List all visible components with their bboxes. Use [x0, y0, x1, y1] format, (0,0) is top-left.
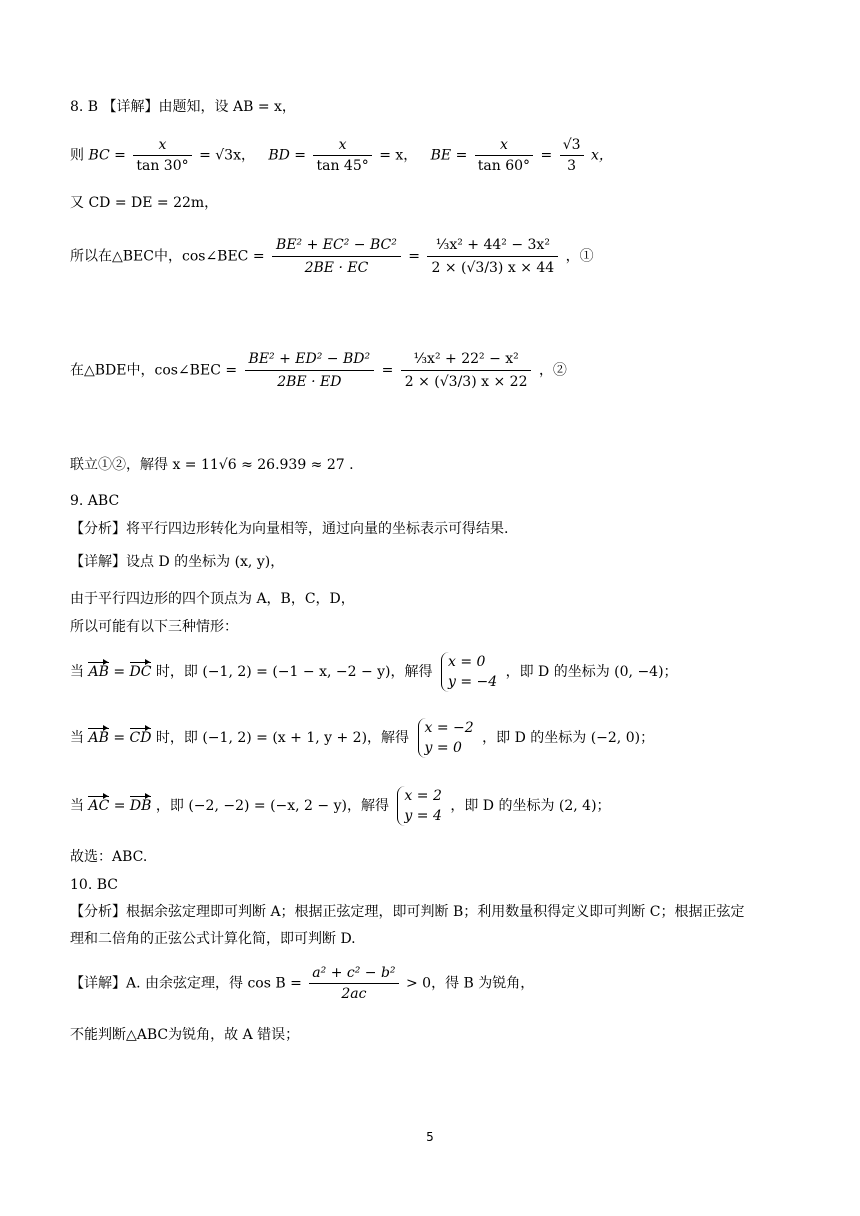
- q9-detail: 【详解】设点 D 的坐标为 (x, y)，: [70, 554, 285, 570]
- q8-l3-prefix: 所以在△BEC中，cos∠BEC =: [70, 248, 270, 265]
- q8-bd-num: x: [313, 138, 371, 156]
- q8-bd-rhs: = x，: [379, 147, 418, 164]
- q8-bc-num: x: [133, 138, 191, 156]
- q9-c3-system: [397, 786, 441, 826]
- q10-cos-den: 2ac: [341, 986, 367, 1002]
- q9-c3-text: ，即 (−2, −2) = (−x, 2 − y)，解得: [155, 798, 389, 814]
- q8-be-fraction: [475, 138, 533, 173]
- q9-c3-when: 当: [70, 798, 84, 814]
- q8-bd-fraction: [313, 138, 371, 173]
- q8-l4-tail: ，②: [538, 362, 567, 379]
- q9-analysis: 【分析】将平行四边形转化为向量相等，通过向量的坐标表示可得结果.: [70, 521, 509, 537]
- q9-c1-vector-dc: DC: [129, 664, 152, 680]
- q8-l4-frac2: [401, 352, 532, 389]
- q9-c1-text: 时，即 (−1, 2) = (−1 − x, −2 − y)，解得: [155, 664, 433, 680]
- q10-analysis-1: 【分析】根据余弦定理即可判断 A；根据正弦定理，即可判断 B；利用数量积得定义即可判断 C；根据正弦定: [70, 904, 745, 920]
- q10-cos-fraction: [309, 966, 398, 1001]
- q8-bc-den: tan 30°: [136, 158, 189, 174]
- q9-c2-system: [418, 718, 474, 758]
- q9-c1-eq1: x = 0: [447, 654, 486, 670]
- q9-line-vertices: 由于平行四边形的四个顶点为 A，B，C，D，: [70, 591, 355, 607]
- q8-bc-label: BC =: [88, 147, 131, 164]
- q9-c2-result: ，即 D 的坐标为 (−2, 0)；: [482, 730, 655, 746]
- q8-bc-fraction: [133, 138, 191, 173]
- q10-heading: 10. BC: [70, 877, 118, 893]
- q10-cos-num: a² + c² − b²: [309, 966, 398, 984]
- q8-line-cos-bec-1: 所以在△BEC中，cos∠BEC = $\frac{\text{BE² + EC² − BC²}}{2BE \cdot EC}$ = $\frac{\text{⅓x² + 44² − 3x²}}{2 \times (√3/3) x \times 44}$ ，①: [70, 237, 594, 276]
- q9-c2-eq2: y = 0: [424, 740, 462, 756]
- q9-c1-eq2: y = −4: [447, 674, 498, 690]
- q8-l4-den: 2BE · ED: [277, 374, 342, 390]
- q8-l4-prefix: 在△BDE中，cos∠BEC =: [70, 362, 242, 379]
- q9-c2-eq: =: [113, 730, 126, 746]
- q8-l4-den2: 2 × (√3/3) x × 22: [404, 374, 528, 390]
- q9-c3-result: ，即 D 的坐标为 (2, 4)；: [450, 798, 611, 814]
- q8-line-bc-bd-be: 则 BC = $\frac{x}{\tan 30^\circ}$ = √3x， BD = $\frac{x}{\tan 45^\circ}$ = x， BE = $\frac{x}{\tan 60^\circ}$ = $\frac{√3}{3}$ x，: [70, 137, 613, 174]
- q10-detail-tail: > 0，得 B 为锐角，: [406, 975, 535, 992]
- q8-l3-tail: ，①: [565, 248, 594, 265]
- q9-c2-text: 时，即 (−1, 2) = (x + 1, y + 2)，解得: [155, 730, 410, 746]
- q10-analysis-2: 理和二倍角的正弦公式计算化简，即可判断 D.: [70, 931, 356, 947]
- q9-c1-vector-ab: AB: [88, 664, 109, 680]
- q8-bd-label: BD =: [268, 147, 311, 164]
- q9-c3-vector-db: DB: [129, 798, 152, 814]
- q8-be-rhs-num: √3: [560, 138, 584, 156]
- q8-l3-frac1: [272, 238, 401, 275]
- q8-l3-num: BE² + EC² − BC²: [272, 238, 401, 257]
- q8-be-den: tan 60°: [477, 158, 531, 174]
- q9-c3-eq: =: [113, 798, 126, 814]
- q8-be-label: BE =: [430, 147, 472, 164]
- q8-be-rhs-fraction: [560, 138, 584, 173]
- q9-c1-eq: =: [113, 664, 126, 680]
- q9-c1-system: [441, 652, 497, 692]
- q9-c2-vector-ab: AB: [88, 730, 109, 746]
- q9-c2-vector-cd: CD: [129, 730, 152, 746]
- q8-line-cos-bec-2: 在△BDE中，cos∠BEC = $\frac{\text{BE² + ED² − BD²}}{2BE \cdot ED}$ = $\frac{\text{⅓x² + 22² − x²}}{2 \times (√3/3) x \times 22}$ ，②: [70, 351, 567, 390]
- q10-detail-prefix: 【详解】A. 由余弦定理，得 cos B =: [70, 975, 307, 992]
- q9-c3-vector-ac: AC: [88, 798, 110, 814]
- q9-heading: 9. ABC: [70, 493, 120, 509]
- q8-be-rhs-den: 3: [567, 158, 577, 174]
- q8-be-rhs-tail: x，: [590, 147, 613, 164]
- q8-l4-num2: ⅓x² + 22² − x²: [401, 352, 532, 371]
- q8-bc-rhs: = √3x，: [199, 147, 255, 164]
- q9-case-2: [70, 718, 654, 758]
- q9-c1-when: 当: [70, 664, 84, 680]
- q8-l4-frac1: [245, 352, 375, 389]
- q8-line-cd-de: 又 CD = DE = 22m，: [70, 195, 219, 211]
- q9-c3-eq1: x = 2: [404, 788, 442, 804]
- q9-case-3: [70, 786, 611, 826]
- q8-prefix: 则: [70, 147, 84, 164]
- q10-detail-a: [70, 966, 534, 1001]
- q9-answer: 故选：ABC.: [70, 849, 148, 865]
- q9-c2-eq1: x = −2: [424, 720, 474, 736]
- q8-heading: 8. B 【详解】由题知，设 AB = x，: [70, 99, 296, 115]
- q8-l3-num2: ⅓x² + 44² − 3x²: [427, 238, 558, 257]
- q9-case-1: [70, 652, 678, 692]
- q8-l4-num: BE² + ED² − BD²: [245, 352, 375, 371]
- q8-l3-frac2: [427, 238, 558, 275]
- q8-be-num: x: [475, 138, 533, 156]
- q9-c3-eq2: y = 4: [404, 808, 442, 824]
- q8-bd-den: tan 45°: [316, 158, 369, 174]
- q9-line-three-cases: 所以可能有以下三种情形：: [70, 619, 238, 635]
- q9-c1-result: ，即 D 的坐标为 (0, −4)；: [505, 664, 678, 680]
- q8-l3-den2: 2 × (√3/3) x × 44: [431, 260, 555, 276]
- q8-solution: 联立①②，解得 x = 11√6 ≈ 26.939 ≈ 27 .: [70, 457, 354, 473]
- q9-c2-when: 当: [70, 730, 84, 746]
- q10-conclusion-a: 不能判断△ABC为锐角，故 A 错误；: [70, 1027, 300, 1043]
- q8-l3-den: 2BE · EC: [304, 260, 369, 276]
- page-number: 5: [426, 1130, 434, 1144]
